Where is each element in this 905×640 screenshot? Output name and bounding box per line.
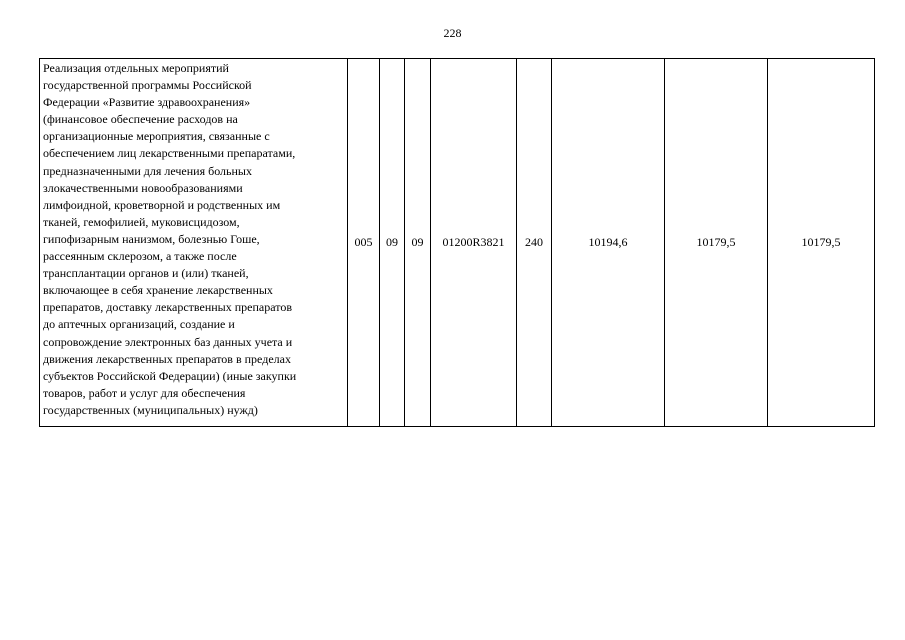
description-line: государственной программы Российской	[43, 78, 252, 93]
section-code-cell: 09	[380, 59, 405, 427]
description-line: (финансовое обеспечение расходов на	[43, 112, 238, 127]
description-line: государственных (муниципальных) нужд)	[43, 402, 258, 417]
description-line: рассеянным склерозом, а также после	[43, 249, 237, 264]
description-line: обеспечением лиц лекарственными препаратами,	[43, 146, 296, 161]
description-line: товаров, работ и услуг для обеспечения	[43, 385, 246, 400]
description-line: гипофизарным нанизмом, болезнью Гоше,	[43, 231, 260, 246]
description-line: препаратов, доставку лекарственных препаратов	[43, 300, 292, 315]
table-row	[40, 59, 875, 427]
description-line: тканей, гемофилией, муковисцидозом,	[43, 214, 240, 229]
description-line: злокачественными новообразованиями	[43, 180, 243, 195]
amount-cell-1: 10194,6	[552, 59, 665, 427]
description-line: включающее в себя хранение лекарственных	[43, 283, 273, 298]
subsection-code-cell: 09	[405, 59, 431, 427]
page-number: 228	[443, 26, 462, 40]
description-line: организационные мероприятия, связанные с	[43, 129, 270, 144]
description-line: до аптечных организаций, создание и	[43, 317, 235, 332]
description-line: Реализация отдельных мероприятий	[43, 61, 229, 75]
description-line: предназначенными для лечения больных	[43, 163, 252, 178]
expense-description-cell	[40, 59, 348, 427]
description-line: субъектов Российской Федерации) (иные закупки	[43, 368, 297, 383]
description-line: движения лекарственных препаратов в пределах	[43, 351, 291, 366]
budget-table	[39, 58, 875, 427]
ministry-code-cell: 005	[348, 59, 380, 427]
target-article-cell: 01200R3821	[431, 59, 517, 427]
description-line: сопровождение электронных баз данных учета и	[43, 334, 293, 349]
description-line: трансплантации органов и (или) тканей,	[43, 266, 249, 281]
amount-cell-3: 10179,5	[768, 59, 875, 427]
amount-cell-2: 10179,5	[665, 59, 768, 427]
expense-type-cell: 240	[517, 59, 552, 427]
description-line: лимфоидной, кроветворной и родственных им	[43, 197, 281, 212]
description-line: Федерации «Развитие здравоохранения»	[43, 95, 251, 110]
